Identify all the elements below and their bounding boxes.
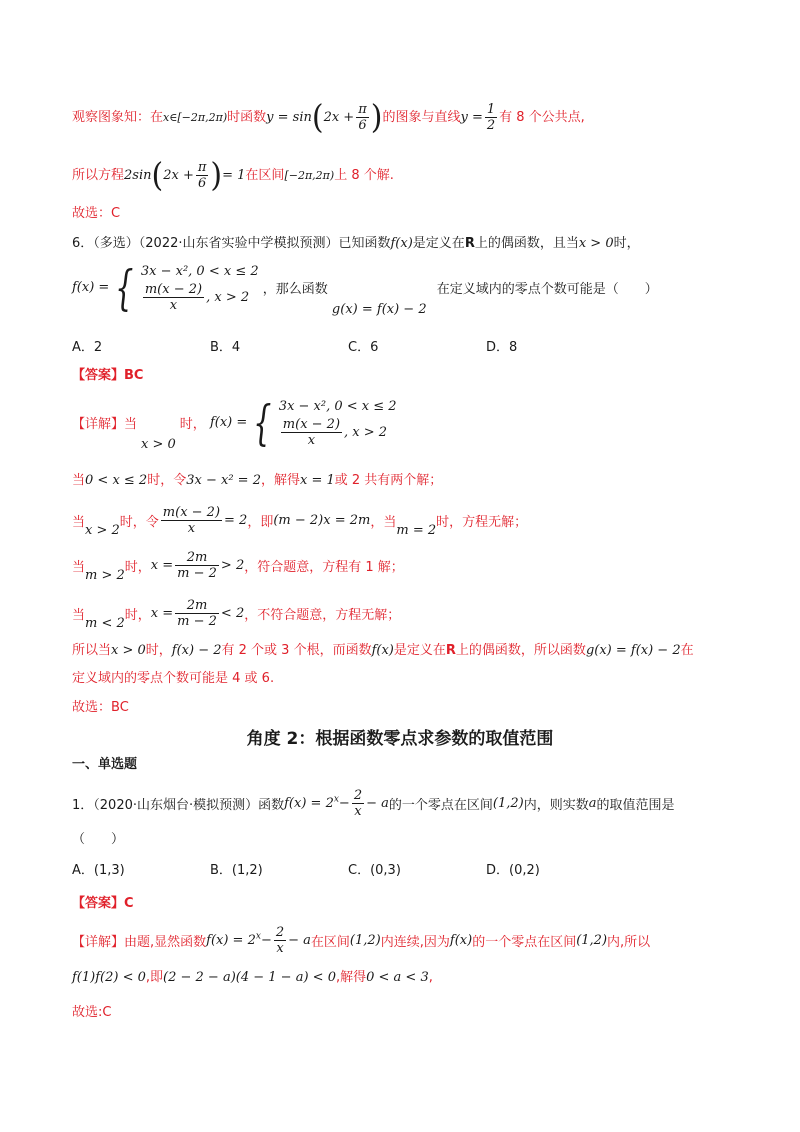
- fraction-pi-6: $\frac{\pi}{6}$: [197, 160, 207, 191]
- fraction-2m-over-m-2: $\frac{2m}{m - 2}$: [177, 598, 217, 629]
- fraction-2m-over-m-2: $\frac{2m}{m - 2}$: [177, 550, 217, 581]
- q6-detail: 【详解】当x > 0时， f(x) = { 3x − x², 0 < x ≤ 2 $\frac{m(x - 2)}{x}$ , x > 2: [72, 394, 397, 452]
- fraction-m-x-2-over-x: $\frac{m(x - 2)}{x}$: [282, 417, 341, 448]
- fraction-2-over-x: $\frac{2}{x}$: [275, 925, 285, 956]
- q1-head: 1．（2020·山东烟台·模拟预测）函数$f(x) = 2^x-$ $\frac{2}{x}$ − a的一个零点在区间(1,2)内，则实数a的取值范围是: [72, 788, 675, 819]
- q6-step1: 当0 < x ≤ 2时，令3x − x² = 2，解得x = 1或 2 共有两个解；: [72, 473, 443, 488]
- option-b: B．(1,2): [210, 863, 263, 878]
- q1-paren: （ ）: [72, 832, 125, 847]
- option-a: A．2: [72, 340, 103, 355]
- option-b: B．4: [210, 340, 241, 355]
- q6-answer: 【答案】BC: [72, 368, 144, 383]
- option-c: C．(0,3): [348, 863, 401, 878]
- q5-so-line: 所以方程2sin(2x + $\frac{\pi}{6}$ )= 1在区间[−2π,2π)上 8 个解.: [72, 155, 394, 195]
- q6-head: 6．（多选）（2022·山东省实验中学模拟预测）已知函数f(x)是定义在R上的偶函数，且当x > 0时，: [72, 236, 640, 251]
- q1-detail: 【详解】由题,显然函数$f(x) = 2^x-$ $\frac{2}{x}$ − a在区间(1,2)内连续,因为f(x)的一个零点在区间(1,2)内,所以: [72, 925, 651, 956]
- q1-choose: 故选:C: [72, 1005, 112, 1020]
- fraction-m-x-2-over-x: $\frac{m(x - 2)}{x}$: [144, 282, 203, 313]
- section-subtitle: 一、单选题: [72, 757, 138, 772]
- q6-step6: 定义域内的零点个数可能是 4 或 6.: [72, 671, 275, 686]
- fraction-2-over-x: $\frac{2}{x}$: [353, 788, 363, 819]
- q6-step3: 当m > 2时，x = $\frac{2m}{m - 2}$ > 2，符合题意，方程有 1 解；: [72, 550, 404, 583]
- q6-step2: 当x > 2时，令 $\frac{m(x - 2)}{x}$ = 2，即(m − 2)x = 2m，当m = 2时，方程无解；: [72, 505, 528, 538]
- option-a: A．(1,3): [72, 863, 125, 878]
- q6-piecewise-line: f(x) = { 3x − x², 0 < x ≤ 2 $\frac{m(x - 2)}{x}$ , x > 2 ，那么函数 g(x) = f(x) − 2 在定义域内的零点个数可能是（ ）: [72, 259, 658, 317]
- option-c: C．6: [348, 340, 379, 355]
- fraction-m-x-2-over-x: $\frac{m(x - 2)}{x}$: [162, 505, 221, 536]
- section-title: 角度 2：根据函数零点求参数的取值范围: [246, 729, 554, 749]
- option-d: D．8: [486, 340, 518, 355]
- q6-options: [72, 337, 730, 359]
- fraction-pi-6: $\frac{\pi}{6}$: [358, 102, 367, 133]
- option-d: D．(0,2): [486, 863, 540, 878]
- q5-choose: 故选：C: [72, 206, 121, 221]
- fraction-1-2: $\frac{1}{2}$: [486, 102, 496, 133]
- math-range: x∈[−2π,2π): [163, 111, 228, 124]
- q1-detail-line2: f(1)f(2) < 0,即(2 − 2 − a)(4 − 1 − a) < 0,解得0 < a < 3,: [72, 970, 433, 985]
- q6-step5: 所以当x > 0时，f(x) − 2有 2 个或 3 个根，而函数f(x)是定义在R上的偶函数，所以函数g(x) = f(x) − 2在: [72, 643, 694, 658]
- q5-observe-line: 观察图象知：在x∈[−2π,2π)时函数y = sin(2x + $\frac{\pi}{6}$ )的图象与直线y = $\frac{1}{2}$ 有 8 个公共点,: [72, 97, 585, 137]
- q1-answer: 【答案】C: [72, 896, 134, 911]
- q1-options: [72, 860, 730, 882]
- q6-step4: 当m < 2时，x = $\frac{2m}{m - 2}$ < 2，不符合题意，方程无解；: [72, 598, 401, 631]
- q6-choose: 故选：BC: [72, 700, 129, 715]
